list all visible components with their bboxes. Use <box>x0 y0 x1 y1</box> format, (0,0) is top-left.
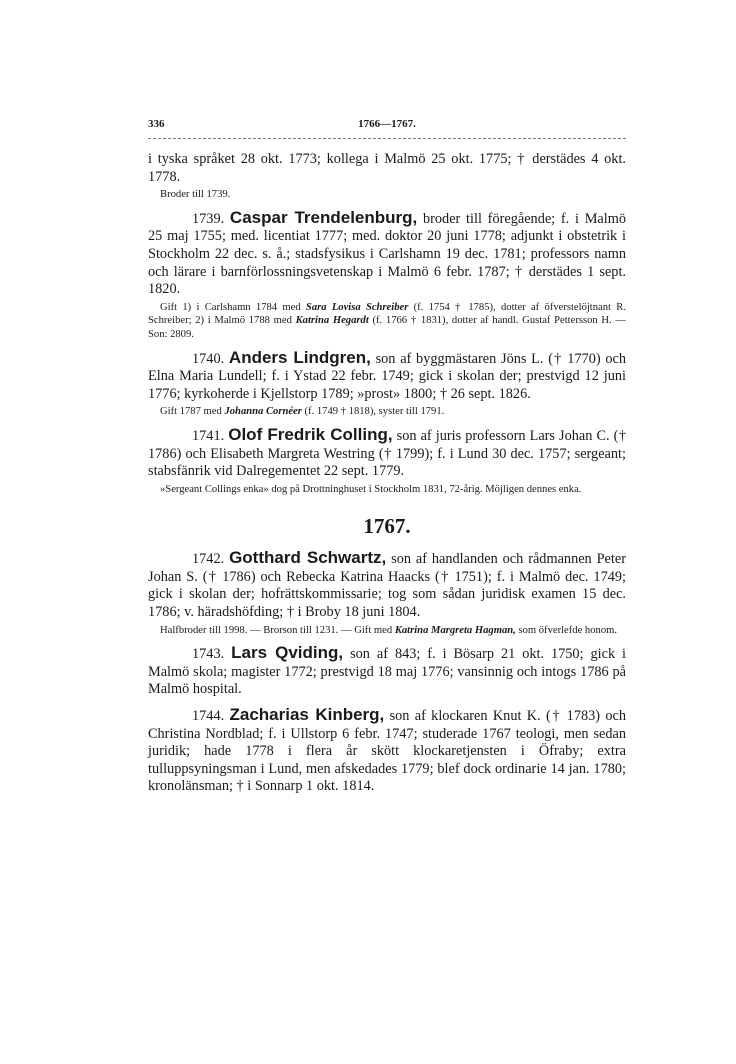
spouse-name: Katrina Hegardt <box>295 315 369 327</box>
note-text: Gift 1787 med <box>160 406 222 418</box>
entry-number: 1742. <box>192 551 225 568</box>
entry-text: broder till föregående; f. i Malmö 25 maj 1755; med. licentiat 1777; med. doktor 20 juni 1778; adjunkt i obstetrik i Stockholm 22 dec. s. å.; stadsfysikus i Carlshamn 19 dec. 1781; professors namn och lärare i barnförlossningsvetenskap i Malmö 6 febr. 1787; † derstädes 1 sept. 1820. <box>148 210 626 298</box>
spouse-name: Sara Lovisa Schreiber <box>305 301 409 313</box>
page <box>148 118 626 796</box>
entry-number: 1740. <box>192 350 225 367</box>
entry-1743 <box>148 644 626 699</box>
entry-1744 <box>148 706 626 796</box>
note-text: som öfverlefde honom. <box>518 624 618 636</box>
note-text: (f. 1749 † 1818), syster till 1791. <box>304 406 445 418</box>
entry-1739-note <box>148 301 626 342</box>
entry-name: Anders Lindgren, <box>228 347 371 367</box>
note-text: Gift 1) i Carlshamn 1784 med <box>160 301 301 313</box>
entry-1742 <box>148 549 626 621</box>
entry-text: son af juris professorn Lars Johan C. († 1786) och Elisabeth Margreta Westring († 1799); f. i Lund 30 dec. 1757; sergeant; stabsfänrik vid Dalregementet 22 sept. 1779. <box>148 427 627 480</box>
running-header-years: 1766—1767. <box>358 118 416 130</box>
note-text: »Sergeant Collings enka» dog på Drottninghuset i Stockholm 1831, 72-årig. Möjligen dennes enka. <box>160 483 582 495</box>
entry-name: Lars Qviding, <box>231 643 344 663</box>
continued-entry-note <box>160 188 626 202</box>
entry-text: son af klockaren Knut K. († 1783) och Christina Nordblad; f. i Ullstorp 6 febr. 1747; studerade 1767 teologi, men sedan juridik; hade 1778 i flera år skött klockaretjensten i Öfraby; extra tulluppsyningsman i Lund, men afskedades 1779; blef dock ordinarie 14 jan. 1780; kronolänsman; † i Sonnarp 1 okt. 1814. <box>148 708 626 795</box>
entry-name: Caspar Trendelenburg, <box>229 207 418 227</box>
entry-number: 1743. <box>192 646 225 663</box>
entry-name: Zacharias Kinberg, <box>229 705 385 725</box>
entry-1740 <box>148 349 626 404</box>
note-text: Broder till 1739. <box>160 189 231 201</box>
entry-text: son af 843; f. i Bösarp 21 okt. 1750; gick i Malmö skola; magister 1772; prestvigd 18 maj 1776; vansinnig och intogs 1786 på Malmö hospital. <box>148 646 627 698</box>
spouse-name: Katrina Margreta Hagman, <box>394 624 516 636</box>
entry-number: 1739. <box>192 210 225 227</box>
note-text: (f. 1754 † 1785), dotter af öfverstelöjtnant R. Schreiber; 2) i Malmö 1788 med <box>148 301 626 327</box>
entry-1741-note <box>148 483 626 497</box>
entry-name: Olof Fredrik Colling, <box>228 424 393 444</box>
continued-entry-text: i tyska språket 28 okt. 1773; kollega i Malmö 25 okt. 1775; † derstädes 4 okt. 1778. <box>148 151 626 185</box>
page-number: 336 <box>148 118 165 130</box>
entry-1741 <box>148 426 626 481</box>
entry-text: son af byggmästaren Jöns L. († 1770) och Elna Maria Lundell; f. i Ystad 22 febr. 1749; gick i skolan der; prestvigd 12 juni 1776; kyrkoherde i Kjellstorp 1789; »prost» 1800; † 26 sept. 1826. <box>148 350 626 402</box>
section-year-heading: 1767. <box>363 514 411 539</box>
entry-number: 1744. <box>192 708 225 725</box>
note-text: (f. 1766 † 1831), dotter af handl. Gustaf Pettersson H. — Son: 2809. <box>148 315 626 340</box>
header-rule <box>148 138 626 139</box>
entry-1739 <box>148 209 626 299</box>
entry-number: 1741. <box>192 427 225 444</box>
note-text: Halfbroder till 1998. — Brorson till 1231. — Gift med <box>160 624 393 636</box>
entry-text: son af handlanden och rådmannen Peter Johan S. († 1786) och Rebecka Katrina Haacks († 1751); f. i Malmö dec. 1749; gick i skolan der; hofrättskommissarie; tog som sådan juridisk examen 15 dec. 1786; v. häradshöfding; † i Broby 18 juni 1804. <box>148 551 626 621</box>
spouse-name: Johanna Cornéer <box>224 406 302 418</box>
entry-name: Gotthard Schwartz, <box>229 548 387 568</box>
entry-1742-note <box>148 624 626 638</box>
entry-1740-note <box>148 405 626 419</box>
page-header <box>148 118 626 132</box>
